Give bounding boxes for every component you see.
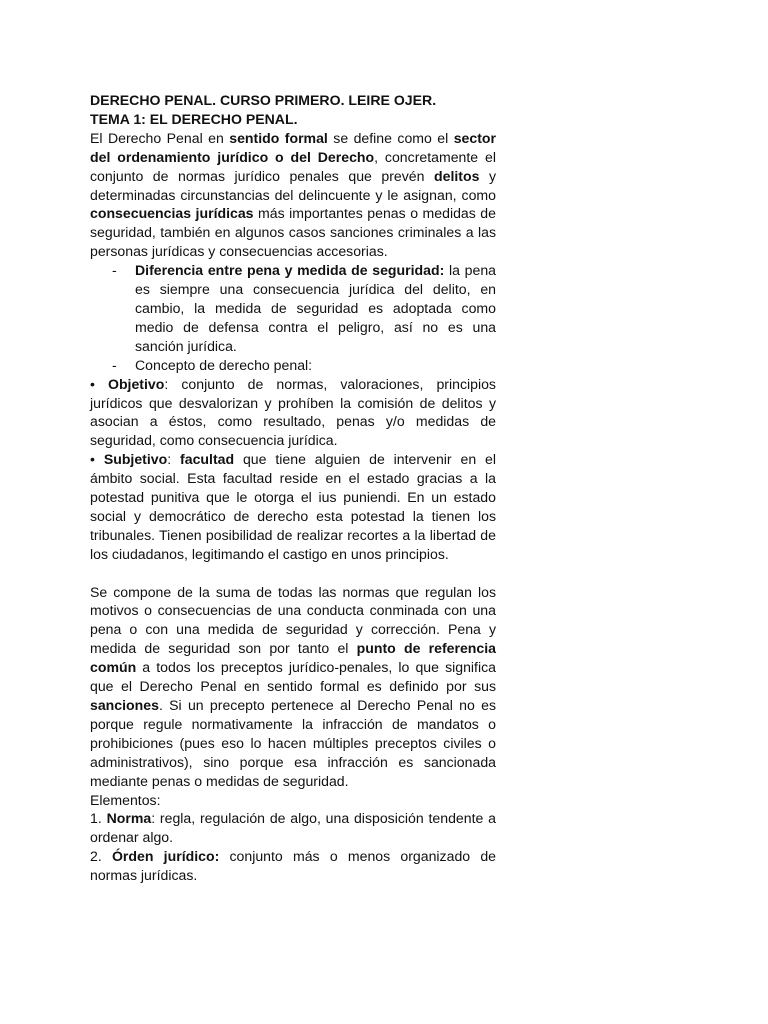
facultad-bold: facultad [180, 451, 235, 468]
intro-bold-3: delitos [434, 167, 480, 184]
bullet-marker: • [90, 375, 108, 392]
objetivo-bold: Objetivo [107, 375, 165, 392]
elemento-1-bold: Norma [106, 810, 152, 827]
intro-bold-2: sector del ordenamiento jurídico o del Derecho [90, 129, 496, 165]
subjetivo-paragraph [90, 450, 496, 563]
bullet-marker: • [90, 451, 104, 468]
intro-paragraph [90, 129, 496, 261]
subjetivo-text: que tiene alguien de intervenir en el ámbito social. Esta facultad reside en el estado gracias a la potestad punitiva que le otorga el ius puniendi. En un estado social y democrático de derecho esta potestad la tienen los tribunales. Tienen posibilidad de realizar recortes a la libertad de los ciudadanos, legitimando el castigo en unos principios. [90, 451, 496, 562]
dash-marker: - [112, 356, 117, 373]
topic-title: TEMA 1: EL DERECHO PENAL. [90, 110, 298, 127]
intro-text-5: más importantes penas o medidas de seguridad, también en algunos casos sanciones criminales a las personas jurídicas y consecuencias accesorias. [90, 205, 496, 260]
compone-paragraph [90, 583, 496, 791]
objetivo-paragraph [90, 375, 496, 451]
blank-line [90, 564, 496, 583]
compone-text-2: a todos los preceptos jurídico-penales, lo que significa que el Derecho Penal en sentido formal es definido por sus [90, 659, 496, 695]
list-item-pena-medida [90, 261, 496, 356]
subjetivo-bold: Subjetivo [103, 451, 168, 468]
intro-text-3: , concretamente el conjunto de normas jurídico penales que prevén [90, 148, 496, 184]
intro-bold-1: sentido formal [229, 129, 328, 146]
intro-text-2: se define como el [327, 129, 454, 146]
objetivo-text: : conjunto de normas, valoraciones, principios jurídicos que desvalorizan y prohíben la comisión de delitos y asocian a éstos, como resultado, penas y/o medidas de seguridad, como consecuencia jurídica. [90, 375, 496, 449]
compone-bold-1: punto de referencia común [90, 640, 497, 676]
document-page [90, 91, 496, 885]
compone-bold-2: sanciones [90, 696, 159, 713]
intro-text-1: El Derecho Penal en [90, 129, 230, 146]
list-item-concepto [90, 356, 496, 375]
elemento-orden-juridico [90, 847, 496, 885]
compone-text-1: Se compone de la suma de todas las normas que regulan los motivos o consecuencias de una conducta conminada con una pena o con una medida de seguridad y corrección. Pena y medida de seguridad son por tanto el [90, 583, 496, 657]
list-item-1-text: la pena es siempre una consecuencia jurídica del delito, en cambio, la medida de seguridad es adoptada como medio de defensa contra el peligro, así no es una sanción jurídica. [135, 262, 496, 354]
list-item-2-text: Concepto de derecho penal: [135, 356, 313, 373]
elemento-2-bold: Órden jurídico: [111, 848, 220, 865]
dash-marker: - [112, 262, 117, 279]
elementos-label: Elementos: [90, 791, 161, 808]
elemento-2-number: 2. [90, 848, 112, 865]
subjetivo-colon: : [167, 451, 181, 468]
elemento-1-number: 1. [90, 810, 107, 827]
elemento-norma [90, 809, 496, 847]
elemento-2-text: conjunto más o menos organizado de normas jurídicas. [90, 848, 496, 884]
document-heading: DERECHO PENAL. CURSO PRIMERO. LEIRE OJER. [90, 92, 437, 108]
elemento-1-text: : regla, regulación de algo, una disposición tendente a ordenar algo. [90, 810, 496, 846]
compone-text-3: . Si un precepto pertenece al Derecho Penal no es porque regule normativamente la infracción de mandatos o prohibiciones (pues eso lo hacen múltiples preceptos civiles o administrativos), sino porque esa infracción es sancionada mediante penas o medidas de seguridad. [90, 696, 496, 789]
intro-bold-4: consecuencias jurídicas [90, 205, 254, 222]
list-item-1-bold: Diferencia entre pena y medida de seguridad: [135, 262, 445, 279]
intro-text-4: y determinadas circunstancias del delincuente y le asignan, como [90, 167, 497, 203]
